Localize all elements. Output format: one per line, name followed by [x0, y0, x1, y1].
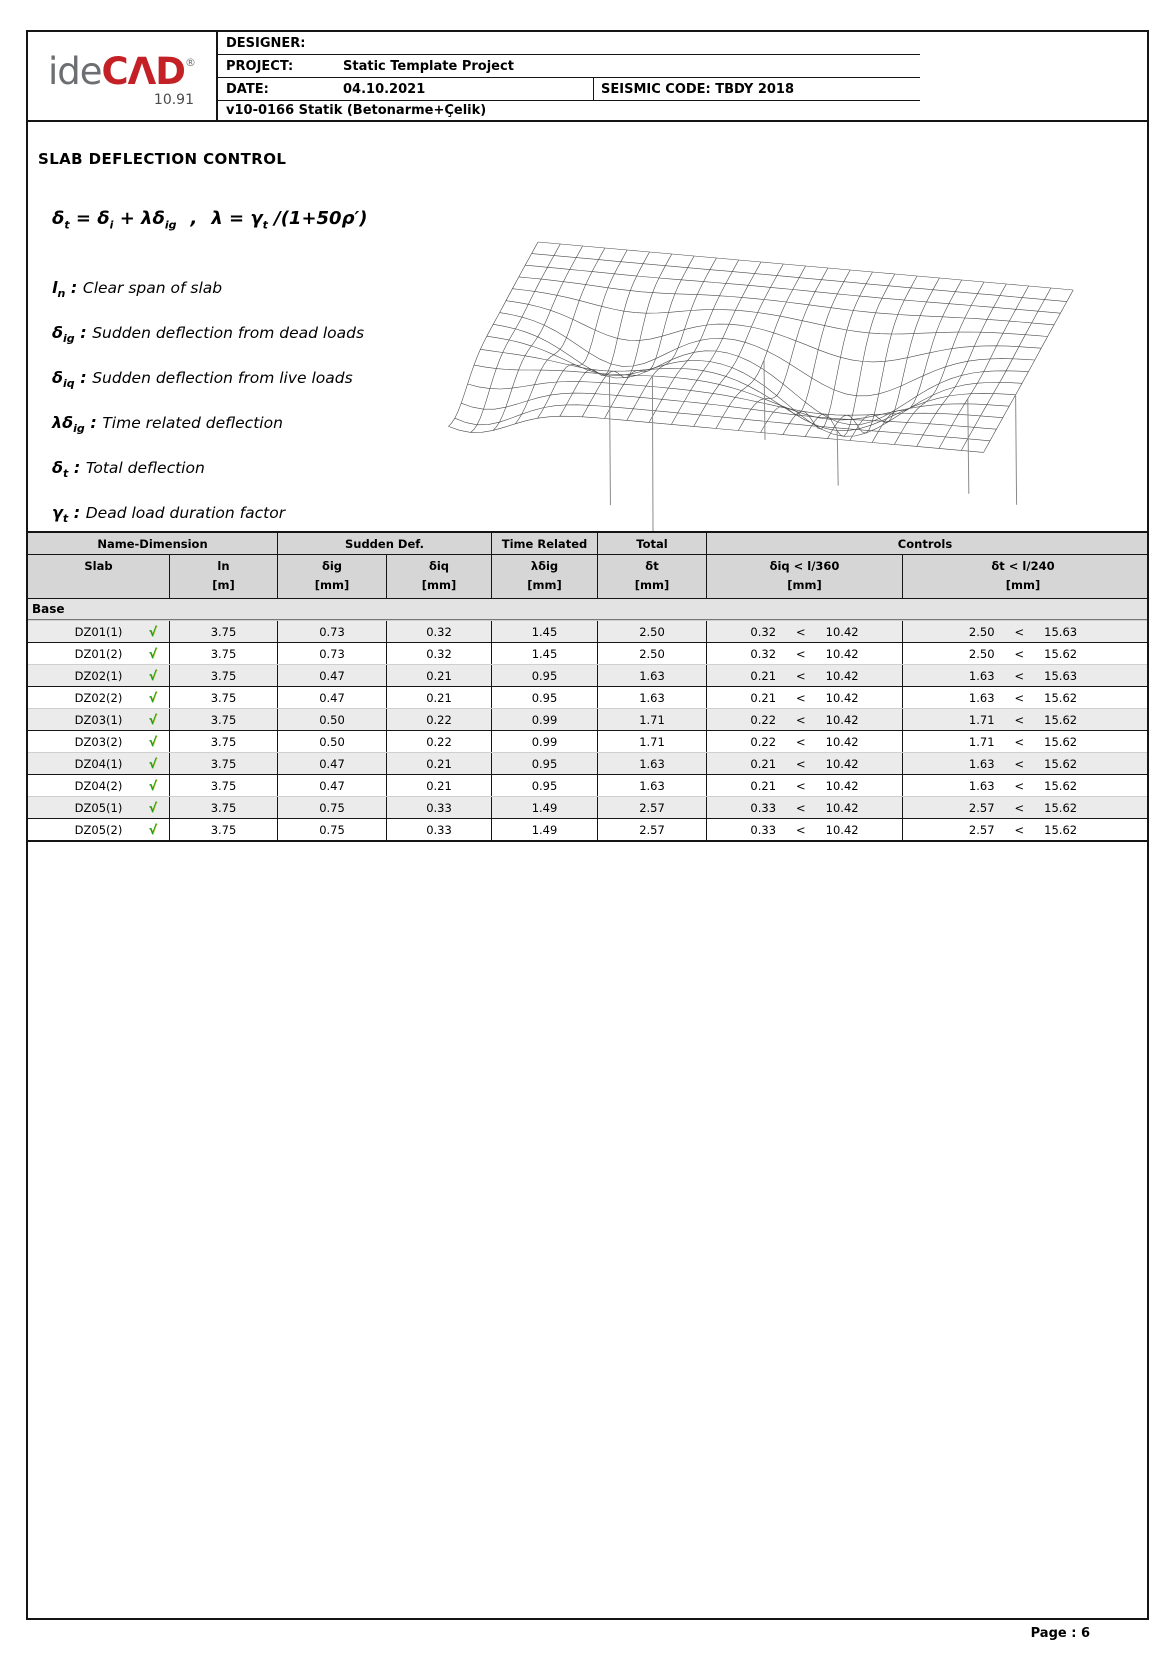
- definition-symbol: $l_n$ :: [52, 278, 83, 301]
- formula-term: λ: [211, 208, 223, 229]
- slab-name-cell: [28, 731, 170, 752]
- date-value: 04.10.2021: [343, 81, 426, 97]
- table-row: [28, 730, 1147, 752]
- table-column-header-row: [28, 555, 1147, 599]
- storey-group-row: Base: [28, 599, 1147, 620]
- date-seismic-row: [218, 78, 920, 101]
- definition-line: [52, 278, 364, 299]
- control-l240-cell: [903, 753, 1143, 774]
- slab-name: DZ01(1): [74, 624, 123, 639]
- control-value: 1.63: [968, 668, 995, 683]
- ldig-cell: 0.99: [492, 731, 598, 752]
- definition-text: Total deflection: [85, 459, 205, 477]
- control-limit: 15.62: [1044, 778, 1078, 793]
- column-header: [903, 555, 1143, 598]
- check-icon: √: [148, 712, 157, 727]
- col-group-sudden-def: Sudden Def.: [278, 533, 492, 554]
- control-value: 2.50: [968, 624, 995, 639]
- software-version-line: v10-0166 Statik (Betonarme+Çelik): [226, 103, 487, 118]
- control-value: 1.71: [968, 712, 995, 727]
- definition-symbol: $\lambda\delta_{ig}$ :: [52, 413, 103, 436]
- slab-name-cell: [28, 665, 170, 686]
- less-than-sign: <: [796, 822, 806, 837]
- check-icon: √: [148, 778, 157, 793]
- control-value: 0.33: [750, 800, 777, 815]
- slab-name-cell: [28, 709, 170, 730]
- dt-cell: 1.63: [598, 753, 707, 774]
- table-row: [28, 686, 1147, 708]
- definition-symbol: $\delta_{iq}$ :: [52, 368, 93, 391]
- slab-name: DZ05(2): [74, 822, 123, 837]
- less-than-sign: <: [796, 778, 806, 793]
- dt-cell: 1.71: [598, 731, 707, 752]
- ln-cell: 3.75: [170, 665, 278, 686]
- col-group-controls: Controls: [897, 536, 953, 551]
- less-than-sign: <: [1014, 690, 1025, 705]
- column-header: [28, 555, 170, 598]
- control-l240-cell: [903, 775, 1143, 796]
- symbol-definitions: [52, 278, 364, 548]
- control-l360-cell: [707, 665, 903, 686]
- check-icon: √: [148, 822, 157, 837]
- check-icon: √: [148, 734, 157, 749]
- control-value: 1.63: [968, 778, 995, 793]
- definition-text: Clear span of slab: [82, 279, 223, 297]
- dig-cell: 0.73: [278, 643, 387, 664]
- formula-op: =: [222, 208, 251, 229]
- dt-cell: 1.63: [598, 775, 707, 796]
- control-l360-cell: [707, 643, 903, 664]
- dt-cell: 2.50: [598, 621, 707, 642]
- control-l360-cell: [707, 797, 903, 818]
- control-l240-cell: [903, 709, 1143, 730]
- control-l240-cell: [903, 665, 1143, 686]
- control-limit: 10.42: [825, 690, 859, 705]
- ldig-cell: 1.45: [492, 621, 598, 642]
- table-row: [28, 796, 1147, 818]
- dig-cell: 0.47: [278, 753, 387, 774]
- logo-main: CΛD: [101, 50, 186, 93]
- control-value: 1.63: [968, 756, 995, 771]
- dig-cell: 0.50: [278, 709, 387, 730]
- ln-cell: 3.75: [170, 687, 278, 708]
- definition-text: Sudden deflection from live loads: [92, 369, 353, 387]
- check-icon: √: [148, 800, 157, 815]
- control-l360-cell: [707, 775, 903, 796]
- table-row: [28, 774, 1147, 796]
- control-limit: 15.62: [1044, 756, 1078, 771]
- page-title: SLAB DEFLECTION CONTROL: [38, 150, 287, 168]
- column-unit: [mm]: [634, 578, 670, 592]
- less-than-sign: <: [796, 756, 806, 771]
- diq-cell: 0.21: [387, 687, 492, 708]
- formula-term: δ: [52, 208, 65, 229]
- slab-name-cell: [28, 643, 170, 664]
- ldig-cell: 0.99: [492, 709, 598, 730]
- less-than-sign: <: [796, 690, 806, 705]
- ln-cell: 3.75: [170, 753, 278, 774]
- formula-op: =: [69, 208, 98, 229]
- formula-sub: t: [64, 218, 70, 232]
- control-value: 0.21: [750, 756, 777, 771]
- less-than-sign: <: [1014, 822, 1025, 837]
- less-than-sign: <: [796, 624, 806, 639]
- control-l360-cell: [707, 687, 903, 708]
- less-than-sign: <: [796, 800, 806, 815]
- definition-line: [52, 503, 364, 524]
- seismic-code-cell: SEISMIC CODE: TBDY 2018: [593, 78, 920, 100]
- formula-tail: /(1+50ρ′): [267, 208, 368, 229]
- date-label: DATE:: [226, 81, 269, 97]
- deflection-formula: [52, 208, 367, 232]
- less-than-sign: <: [796, 646, 806, 661]
- less-than-sign: <: [796, 734, 806, 749]
- definition-text: Dead load duration factor: [85, 504, 286, 522]
- logo-prefix: ide: [47, 50, 102, 93]
- definition-line: [52, 458, 364, 479]
- slab-name-cell: [28, 819, 170, 840]
- slab-name-cell: [28, 687, 170, 708]
- column-label: ln: [217, 559, 230, 573]
- control-limit: 15.62: [1044, 690, 1078, 705]
- slab-name-cell: [28, 621, 170, 642]
- slab-name: DZ01(2): [74, 646, 123, 661]
- dig-cell: 0.75: [278, 819, 387, 840]
- diq-cell: 0.32: [387, 621, 492, 642]
- less-than-sign: <: [1014, 646, 1025, 661]
- control-value: 0.21: [750, 668, 777, 683]
- definition-line: [52, 368, 364, 389]
- ln-cell: 3.75: [170, 819, 278, 840]
- control-value: 1.71: [968, 734, 995, 749]
- control-limit: 15.62: [1044, 800, 1078, 815]
- col-group-total: Total: [598, 533, 707, 554]
- column-unit: [mm]: [314, 578, 350, 592]
- column-unit: [mm]: [787, 578, 822, 592]
- control-l240-cell: [903, 731, 1143, 752]
- control-l240-cell: [903, 621, 1143, 642]
- table-row: [28, 664, 1147, 686]
- control-value: 0.21: [750, 690, 777, 705]
- control-limit: 10.42: [825, 822, 859, 837]
- designer-row: [218, 32, 920, 55]
- formula-term: γ: [250, 208, 263, 229]
- check-icon: √: [148, 624, 157, 639]
- control-limit: 10.42: [825, 624, 859, 639]
- ldig-cell: 0.95: [492, 665, 598, 686]
- ldig-cell: 0.95: [492, 687, 598, 708]
- dig-cell: 0.47: [278, 687, 387, 708]
- less-than-sign: <: [796, 668, 806, 683]
- less-than-sign: <: [1014, 712, 1025, 727]
- ln-cell: 3.75: [170, 709, 278, 730]
- project-row: [218, 55, 920, 78]
- control-limit: 15.63: [1044, 668, 1078, 683]
- dt-cell: 1.71: [598, 709, 707, 730]
- column-header: [598, 555, 707, 598]
- control-l240-cell: [903, 643, 1143, 664]
- definition-symbol: $\gamma_t$ :: [52, 503, 86, 526]
- control-l360-cell: [707, 753, 903, 774]
- definition-text: Time related deflection: [102, 414, 283, 432]
- column-header: [387, 555, 492, 598]
- table-row: [28, 708, 1147, 730]
- slab-name: DZ03(1): [74, 712, 123, 727]
- ln-cell: 3.75: [170, 643, 278, 664]
- control-value: 2.57: [968, 800, 995, 815]
- deflection-table: [26, 531, 1149, 842]
- ln-cell: 3.75: [170, 731, 278, 752]
- table-body: [28, 620, 1147, 840]
- control-limit: 10.42: [825, 756, 859, 771]
- header-empty-cell: [920, 32, 1147, 120]
- control-limit: 15.63: [1044, 624, 1078, 639]
- designer-label: DESIGNER:: [226, 35, 306, 51]
- column-label: δig: [321, 559, 343, 573]
- ldig-cell: 0.95: [492, 753, 598, 774]
- definition-symbol: $\delta_{ig}$ :: [52, 323, 93, 346]
- slab-name: DZ02(1): [74, 668, 123, 683]
- ldig-cell: 1.49: [492, 819, 598, 840]
- diq-cell: 0.33: [387, 819, 492, 840]
- column-label: Slab: [84, 559, 113, 573]
- slab-name-cell: [28, 775, 170, 796]
- idecad-logo: [48, 44, 196, 91]
- project-value: Static Template Project: [343, 58, 514, 74]
- logo-version: 10.91: [153, 92, 194, 108]
- diq-cell: 0.22: [387, 709, 492, 730]
- control-limit: 15.62: [1044, 822, 1078, 837]
- control-value: 2.57: [968, 822, 995, 837]
- column-label: δt < l/240: [991, 559, 1055, 573]
- control-value: 0.32: [750, 624, 777, 639]
- less-than-sign: <: [1014, 800, 1025, 815]
- page-number: Page : 6: [1030, 1626, 1090, 1641]
- diq-cell: 0.33: [387, 797, 492, 818]
- control-limit: 15.62: [1044, 646, 1078, 661]
- ldig-cell: 1.49: [492, 797, 598, 818]
- ldig-cell: 1.45: [492, 643, 598, 664]
- table-row: [28, 752, 1147, 774]
- col-group-time-related: Time Related: [492, 533, 598, 554]
- column-label: δt: [645, 559, 659, 573]
- diq-cell: 0.21: [387, 775, 492, 796]
- table-row: [28, 620, 1147, 642]
- slab-name: DZ05(1): [74, 800, 123, 815]
- dt-cell: 1.63: [598, 665, 707, 686]
- ln-cell: 3.75: [170, 775, 278, 796]
- less-than-sign: <: [1014, 668, 1025, 683]
- control-value: 0.32: [750, 646, 777, 661]
- less-than-sign: <: [1014, 756, 1025, 771]
- slab-name: DZ03(2): [74, 734, 123, 749]
- dt-cell: 2.57: [598, 797, 707, 818]
- slab-name: DZ04(2): [74, 778, 123, 793]
- table-row: [28, 818, 1147, 840]
- dig-cell: 0.73: [278, 621, 387, 642]
- definition-line: [52, 323, 364, 344]
- dig-cell: 0.75: [278, 797, 387, 818]
- col-group-name-dimension: Name-Dimension: [28, 533, 278, 554]
- control-l240-cell: [903, 797, 1143, 818]
- dig-cell: 0.50: [278, 731, 387, 752]
- ln-cell: 3.75: [170, 797, 278, 818]
- definition-text: Sudden deflection from dead loads: [92, 324, 365, 342]
- less-than-sign: <: [1014, 624, 1025, 639]
- ln-cell: 3.75: [170, 621, 278, 642]
- formula-sub: t: [262, 218, 268, 232]
- formula-sub: i: [109, 218, 114, 232]
- column-label: δiq: [428, 559, 450, 573]
- control-limit: 10.42: [825, 668, 859, 683]
- formula-term: λδ: [141, 208, 165, 229]
- control-l360-cell: [707, 819, 903, 840]
- control-limit: 10.42: [825, 800, 859, 815]
- control-l360-cell: [707, 621, 903, 642]
- column-header: [278, 555, 387, 598]
- column-header: [492, 555, 598, 598]
- control-l360-cell: [707, 709, 903, 730]
- formula-comma: ,: [190, 208, 198, 229]
- table-group-header-row: [28, 533, 1147, 555]
- column-unit: [mm]: [1005, 578, 1041, 592]
- definition-symbol: $\delta_t$ :: [52, 458, 86, 481]
- dt-cell: 2.50: [598, 643, 707, 664]
- control-value: 1.63: [968, 690, 995, 705]
- diq-cell: 0.21: [387, 665, 492, 686]
- slab-name-cell: [28, 753, 170, 774]
- column-label: λδig: [530, 559, 559, 573]
- definition-line: [52, 413, 364, 434]
- slab-name: DZ04(1): [74, 756, 123, 771]
- control-l240-cell: [903, 687, 1143, 708]
- version-row: [218, 101, 920, 120]
- control-l240-cell: [903, 819, 1143, 840]
- dig-cell: 0.47: [278, 665, 387, 686]
- diq-cell: 0.22: [387, 731, 492, 752]
- ldig-cell: 0.95: [492, 775, 598, 796]
- dt-cell: 2.57: [598, 819, 707, 840]
- dig-cell: 0.47: [278, 775, 387, 796]
- formula-op: +: [113, 208, 142, 229]
- date-cell: [218, 78, 593, 100]
- control-limit: 10.42: [825, 734, 859, 749]
- control-value: 2.50: [968, 646, 995, 661]
- diq-cell: 0.21: [387, 753, 492, 774]
- less-than-sign: <: [1014, 734, 1025, 749]
- table-row: [28, 642, 1147, 664]
- control-value: 0.22: [750, 712, 777, 727]
- slab-name-cell: [28, 797, 170, 818]
- column-label: δiq < l/360: [769, 559, 840, 573]
- control-limit: 10.42: [825, 778, 859, 793]
- report-header: [28, 32, 1147, 122]
- control-limit: 15.62: [1044, 734, 1078, 749]
- logo-cell: [28, 32, 218, 120]
- control-value: 0.22: [750, 734, 777, 749]
- control-limit: 10.42: [825, 712, 859, 727]
- control-limit: 10.42: [825, 646, 859, 661]
- dt-cell: 1.63: [598, 687, 707, 708]
- check-icon: √: [148, 756, 157, 771]
- control-l360-cell: [707, 731, 903, 752]
- control-value: 0.21: [750, 778, 777, 793]
- project-label: PROJECT:: [226, 58, 294, 74]
- registered-icon: ®: [185, 56, 197, 69]
- check-icon: √: [148, 668, 157, 683]
- slab-name: DZ02(2): [74, 690, 123, 705]
- control-value: 0.33: [750, 822, 777, 837]
- less-than-sign: <: [796, 712, 806, 727]
- check-icon: √: [148, 690, 157, 705]
- check-icon: √: [148, 646, 157, 661]
- content-box: [26, 30, 1149, 1620]
- header-info-table: [218, 32, 920, 120]
- less-than-sign: <: [1014, 778, 1025, 793]
- diq-cell: 0.32: [387, 643, 492, 664]
- column-unit: [mm]: [421, 578, 457, 592]
- column-unit: [mm]: [527, 578, 562, 592]
- column-header: [170, 555, 278, 598]
- formula-term: δ: [97, 208, 110, 229]
- column-unit: [m]: [212, 578, 235, 592]
- column-header: [707, 555, 903, 598]
- control-limit: 15.62: [1044, 712, 1078, 727]
- formula-sub: ig: [164, 218, 177, 232]
